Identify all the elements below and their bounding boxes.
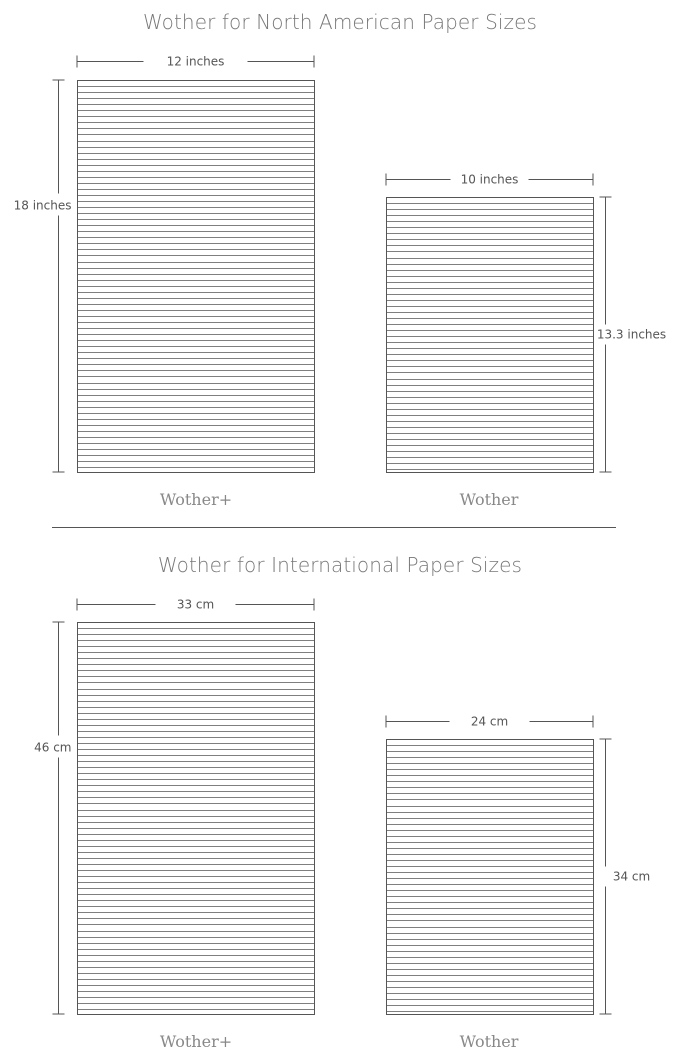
product-label-wother-int: Wother xyxy=(459,1032,519,1051)
height-label: 18 inches xyxy=(13,198,72,213)
width-label: 33 cm xyxy=(176,597,215,612)
pad-small-int xyxy=(386,715,650,1015)
width-label: 10 inches xyxy=(460,172,519,187)
section-title-international: Wother for International Paper Sizes xyxy=(157,553,523,577)
product-label-wother-plus-int: Wother+ xyxy=(159,1032,233,1051)
height-label: 13.3 inches xyxy=(596,327,667,342)
product-label-wother-plus-na: Wother+ xyxy=(159,490,233,509)
product-label-wother-na: Wother xyxy=(459,490,519,509)
pad-large-int xyxy=(34,598,314,1015)
width-label: 12 inches xyxy=(166,54,225,69)
height-label: 34 cm xyxy=(612,869,651,884)
pad-outline xyxy=(387,740,594,1015)
section-title-north-america: Wother for North American Paper Sizes xyxy=(142,10,538,34)
height-label: 46 cm xyxy=(34,740,72,755)
width-label: 24 cm xyxy=(470,714,509,729)
